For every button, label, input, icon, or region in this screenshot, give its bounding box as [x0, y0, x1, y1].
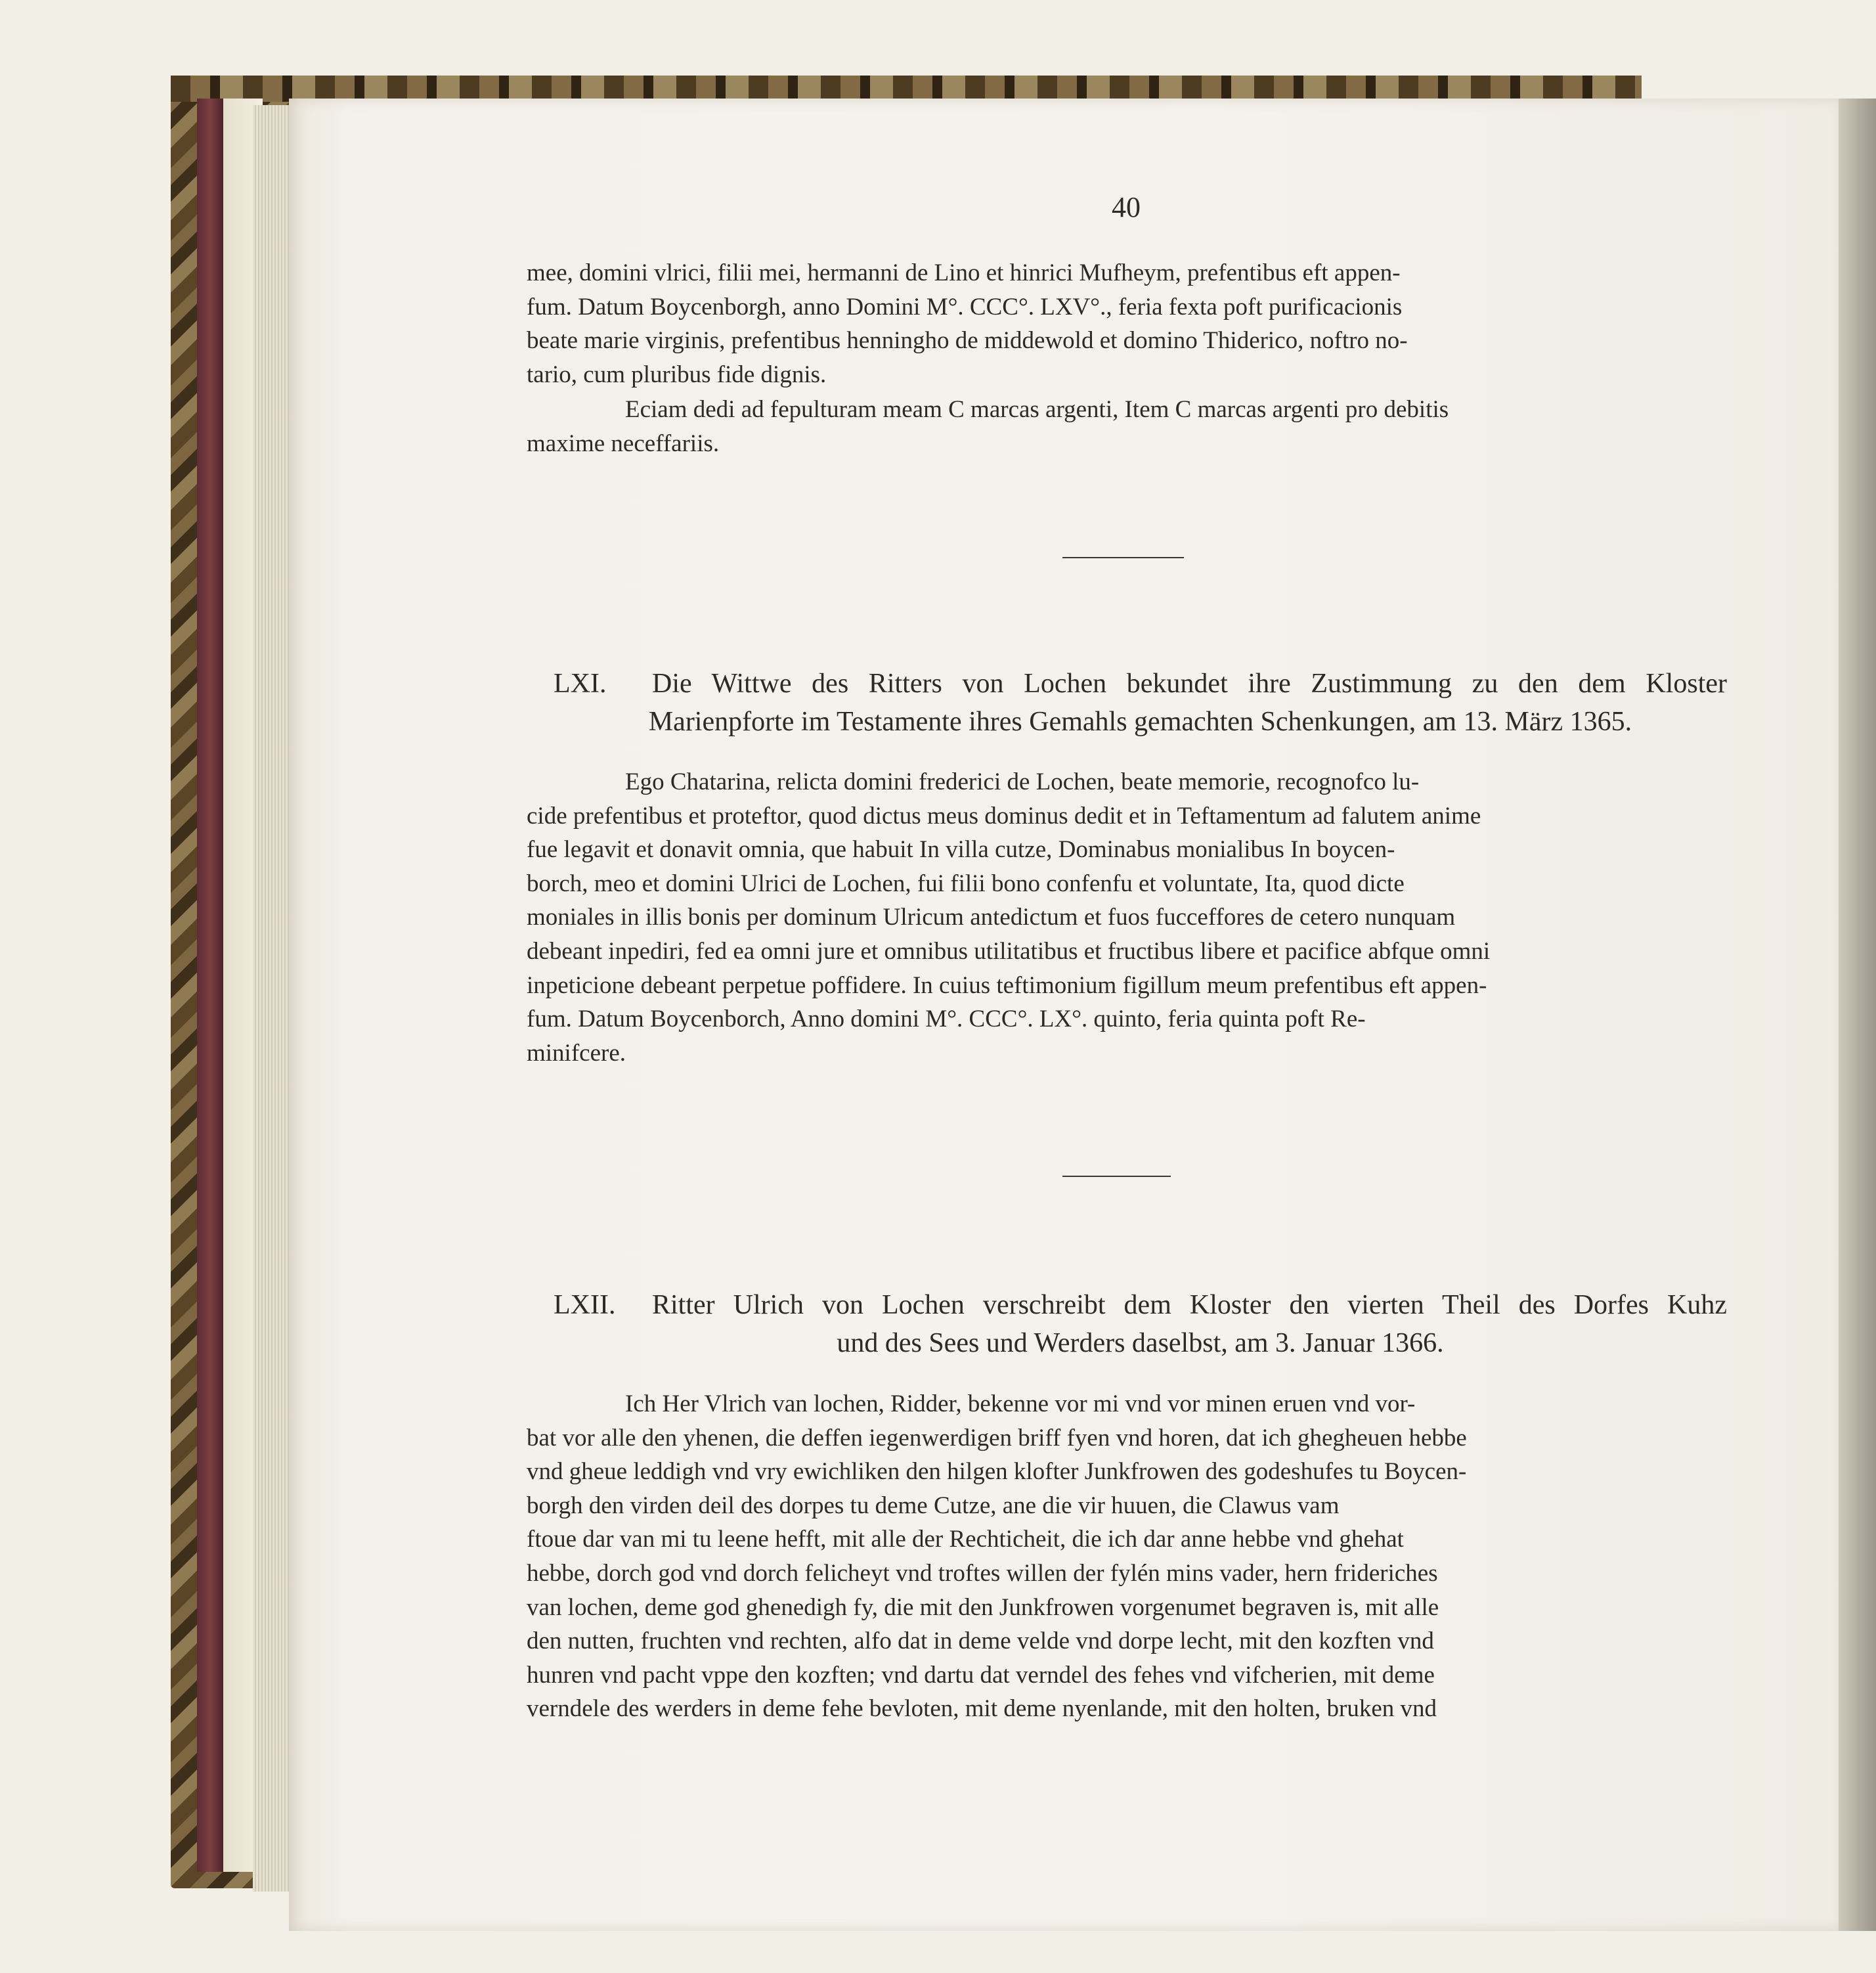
text-line: den nutten, fruchten vnd rechten, alfo dat in deme velde vnd dorpe lecht, mit den kozften vnd — [527, 1628, 1434, 1655]
section-lxi-body — [527, 765, 1727, 1070]
text-line: borgh den virden deil des dorpes tu deme Cutze, ane die vir huuen, die Clawus vam — [527, 1492, 1340, 1519]
eciam-paragraph — [527, 393, 1727, 460]
text-line: hebbe, dorch god vnd dorch felicheyt vnd troftes willen der fylén mins vader, hern frideriches — [527, 1559, 1438, 1587]
text-line: verndele des werders in deme fehe bevloten, mit deme nyenlande, mit den holten, bruken vnd — [527, 1695, 1437, 1723]
section-divider — [1062, 1176, 1171, 1177]
text-line: debeant inpediri, fed ea omni jure et omnibus utilitatibus et fructibus libere et pacifice abfque omni — [527, 937, 1491, 965]
text-line: minifcere. — [527, 1039, 626, 1067]
section-lxii-heading — [554, 1286, 1727, 1362]
marbled-cover-edge — [171, 76, 1642, 102]
text-line: borch, meo et domini Ulrici de Lochen, fui filii bono confenfu et voluntate, Ita, quod dicte — [527, 870, 1405, 897]
text-line: moniales in illis bonis per dominum Ulricum antedictum et fuos fucceffores de cetero nunquam — [527, 904, 1456, 931]
section-title-line2: Marienpforte im Testamente ihres Gemahls gemachten Schenkungen, am 13. März 1365. — [648, 707, 1632, 737]
section-title-line2: und des Sees und Werders daselbst, am 3. Januar 1366. — [837, 1328, 1444, 1358]
text-line: mee, domini vlrici, filii mei, hermanni de Lino et hinrici Mufheym, prefentibus eft appen- — [527, 259, 1401, 286]
section-divider — [1062, 557, 1184, 558]
text-line: inpeticione debeant perpetue poffidere. In cuius teftimonium figillum meum prefentibus eft appen- — [527, 971, 1487, 999]
section-lxii-body — [527, 1387, 1727, 1726]
text-line: hunren vnd pacht vppe den kozften; vnd dartu dat verndel des fehes vnd vifcherien, mit deme — [527, 1661, 1435, 1689]
section-number: LXII. — [554, 1290, 616, 1320]
text-line: Ego Chatarina, relicta domini frederici de Lochen, beate memorie, recognofco lu- — [625, 768, 1420, 795]
text-line: van lochen, deme god ghenedigh fy, die mit den Junkfrowen vorgenumet begraven is, mit alle — [527, 1593, 1439, 1621]
book-spine — [197, 99, 223, 1872]
text-line: Ich Her Vlrich van lochen, Ridder, bekenne vor mi vnd vor minen eruen vnd vor- — [625, 1390, 1416, 1417]
text-line: ftoue dar van mi tu leene hefft, mit alle der Rechticheit, die ich dar anne hebbe vnd ghehat — [527, 1526, 1404, 1553]
section-title: Die Wittwe des Ritters von Lochen bekundet ihre Zustimmung zu den dem Kloster — [652, 669, 1727, 699]
text-line: tario, cum pluribus fide dignis. — [527, 361, 827, 388]
text-line: Eciam dedi ad fepulturam meam C marcas argenti, Item C marcas argenti pro debitis — [625, 396, 1449, 423]
text-line: maxime neceffariis. — [527, 430, 720, 457]
text-line: cide prefentibus et proteftor, quod dictus meus dominus dedit et in Teftamentum ad falutem anime — [527, 802, 1481, 830]
text-line: fum. Datum Boycenborgh, anno Domini M°. CCC°. LXV°., feria fexta poft purificacionis — [527, 293, 1403, 321]
section-title: Ritter Ulrich von Lochen verschreibt dem Kloster den vierten Theil des Dorfes Kuhz — [652, 1290, 1727, 1320]
page-stack — [253, 105, 292, 1892]
text-line: vnd gheue leddigh vnd vry ewichliken den hilgen klofter Junkfrowen des godeshufes tu Boycen- — [527, 1458, 1467, 1486]
text-line: beate marie virginis, prefentibus henningho de middewold et domino Thiderico, noftro no- — [527, 327, 1408, 355]
text-line: bat vor alle den yhenen, die deffen iegenwerdigen briff fyen vnd horen, dat ich ghegheuen hebbe — [527, 1424, 1467, 1452]
section-number: LXI. — [554, 669, 607, 699]
page-edge-shadow — [1839, 99, 1876, 1931]
continuation-text — [527, 256, 1727, 391]
text-line: fum. Datum Boycenborch, Anno domini M°. CCC°. LX°. quinto, feria quinta poft Re- — [527, 1006, 1366, 1033]
page-number: 40 — [1112, 191, 1141, 223]
section-lxi-heading — [554, 665, 1727, 741]
text-line: fue legavit et donavit omnia, que habuit In villa cutze, Dominabus monialibus In boycen- — [527, 836, 1395, 864]
